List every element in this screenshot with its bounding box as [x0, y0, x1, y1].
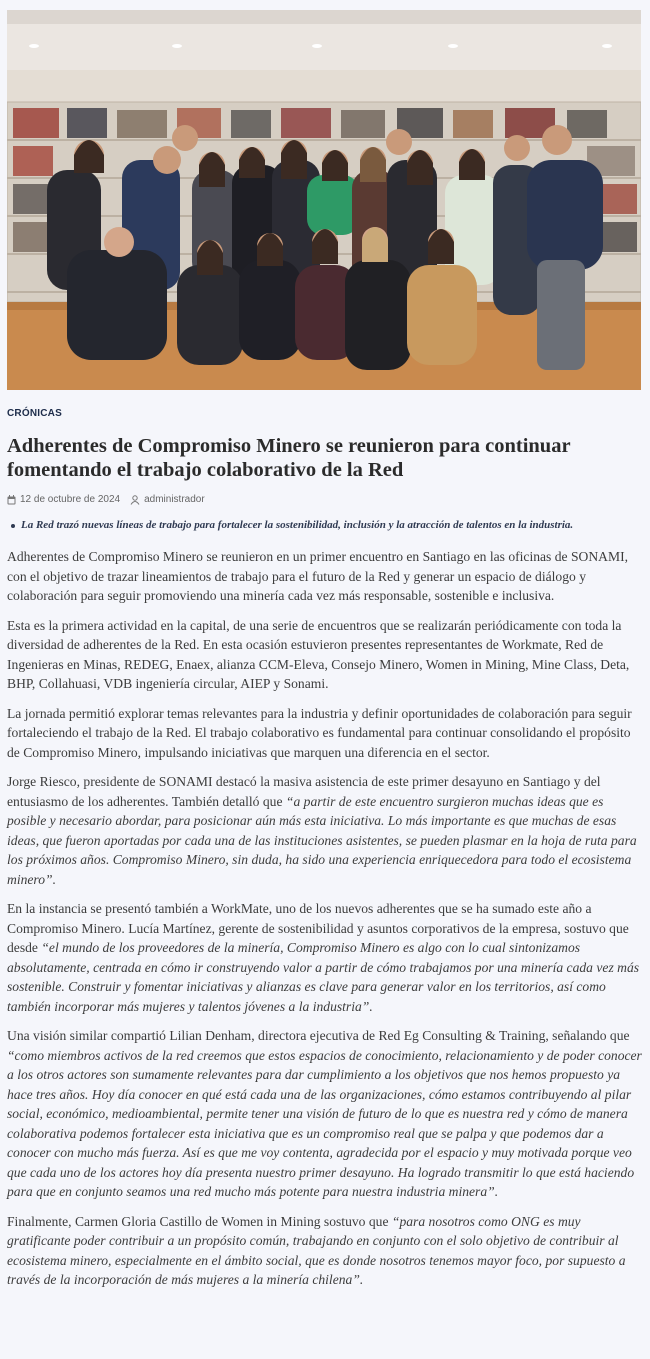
paragraph-5 [7, 899, 642, 1016]
paragraph-5-intro: En la instancia se presentó también a WorkMate, uno de los nuevos adherentes que se ha sumado este año a Compromiso Minero. Lucía Martínez, gerente de sostenibilidad y asuntos corporativos de la empresa, sostuvo que desde [7, 901, 629, 955]
article-summary: La Red trazó nuevas líneas de trabajo para fortalecer la sostenibilidad, inclusión y la atracción de talentos en la industria. [7, 519, 642, 531]
paragraph-6-quote: “como miembros activos de la red creemos que estos espacios de conocimiento, relacionamiento y de poder conocer a los otros actores son sumamente relevantes para dar cumplimiento a los objetivos que nos hemos propuesto ya hace tres años. Hoy día conocer en qué está cada una de las organizaciones, cómo estamos contribuyendo al pilar social, económico, medioambiental, permite tener una visión de futuro de lo que es nuestra red y cómo de manera colaborativa podemos fortalecer esta iniciativa que es un compromiso real que se palpa y que podemos dar a conocer con mucho más fuerza. Así es que me voy contenta, agradecida por el espacio y muy motivada porque veo que cada uno de los actores hoy día presenta nuestro primer desayuno. Ha logrado transmitir lo que está haciendo para que en conjunto seamos una red mucho más potente para nuestra industria minera”. [7, 1047, 642, 1199]
paragraph-7 [7, 1212, 642, 1290]
group-photo-illustration [7, 10, 641, 390]
article-title: Adherentes de Compromiso Minero se reunieron para continuar fomentando el trabajo colaborativo de la Red [7, 435, 571, 481]
date-meta [7, 494, 120, 505]
paragraph-3: La jornada permitió explorar temas relevantes para la industria y definir oportunidades de colaboración para seguir fortaleciendo el trabajo de la Red. El trabajo colaborativo es fundamental para continuar consolidando el propósito de Compromiso Minero, impulsando iniciativas que marquen una diferencia en el sector. [7, 705, 632, 760]
paragraph-1: Adherentes de Compromiso Minero se reunieron en un primer encuentro en Santiago en las oficinas de SONAMI, con el objetivo de trazar lineamientos de trabajo para el futuro de la Red y generar un espacio de diálogo y colaboración para seguir promoviendo una minería cada vez más responsable, sostenible e inclusiva. [7, 549, 628, 603]
article-meta [7, 494, 642, 505]
hero-photo [7, 10, 641, 390]
paragraph-4-intro: Jorge Riesco, presidente de SONAMI destacó la masiva asistencia de este primer desayuno en Santiago y del entusiasmo de los adherentes. También detalló que [7, 774, 601, 809]
paragraph-6-intro: Una visión similar compartió Lilian Denham, directora ejecutiva de Red Eg Consulting & Training, señalando que [7, 1028, 630, 1043]
author-meta[interactable] [130, 494, 205, 505]
paragraph-7-quote: “para nosotros como ONG es muy gratificante poder contribuir a un propósito común, trabajando en conjunto con el solo objetivo de contribuir al ecosistema minero, especialmente en el ámbito social, que es donde nosotros tenemos mayor foco, por supuesto a través de la incorporación de más mujeres a la minería chilena”. [7, 1213, 626, 1287]
category-label[interactable]: CRÓNICAS [7, 408, 62, 419]
paragraph-4 [7, 772, 642, 889]
paragraph-7-intro: Finalmente, Carmen Gloria Castillo de Women in Mining sostuvo que [7, 1213, 392, 1229]
user-icon [130, 495, 140, 505]
paragraph-5-quote: “el mundo de los proveedores de la minería, Compromiso Minero es algo con lo cual sintonizamos absolutamente, centrada en cómo ir construyendo valor a partir de cómo trabajamos por una minería cada vez más sostenible. Construir y fomentar iniciativas y alianzas es clave para generar valor en los territorios, así como también incorporar más mujeres y talentos jóvenes a la industria”. [7, 940, 640, 1014]
calendar-icon [7, 495, 16, 505]
article-body [7, 547, 642, 1290]
paragraph-2: Esta es la primera actividad en la capital, de una serie de encuentros que se realizarán periódicamente con toda la diversidad de adherentes de la Red. En esta ocasión estuvieron presentes representantes de Workmate, Red de Ingenieras en Minas, REDEG, Enaex, alianza CCM-Eleva, Consejo Minero, Women in Mining, Mine Class, Deta, BHP, Collahuasi, VDB ingeniería circular, AIEP y Sonami. [7, 617, 630, 691]
paragraph-4-quote: “a partir de este encuentro surgieron muchas ideas que es posible y necesario abordar, para posicionar aún más esta iniciativa. Lo más importante es que muchas de esas ideas, que fueron aportadas por cada una de las instituciones asistentes, se pueden plasmar en la hoja de ruta para los próximos años. Compromiso Minero, sin duda, ha sido una experiencia enriquecedora para todo el ecosistema minero”. [7, 793, 637, 887]
article-date: 12 de octubre de 2024 [20, 494, 121, 505]
article-author[interactable]: administrador [144, 494, 205, 505]
paragraph-6 [7, 1026, 642, 1202]
